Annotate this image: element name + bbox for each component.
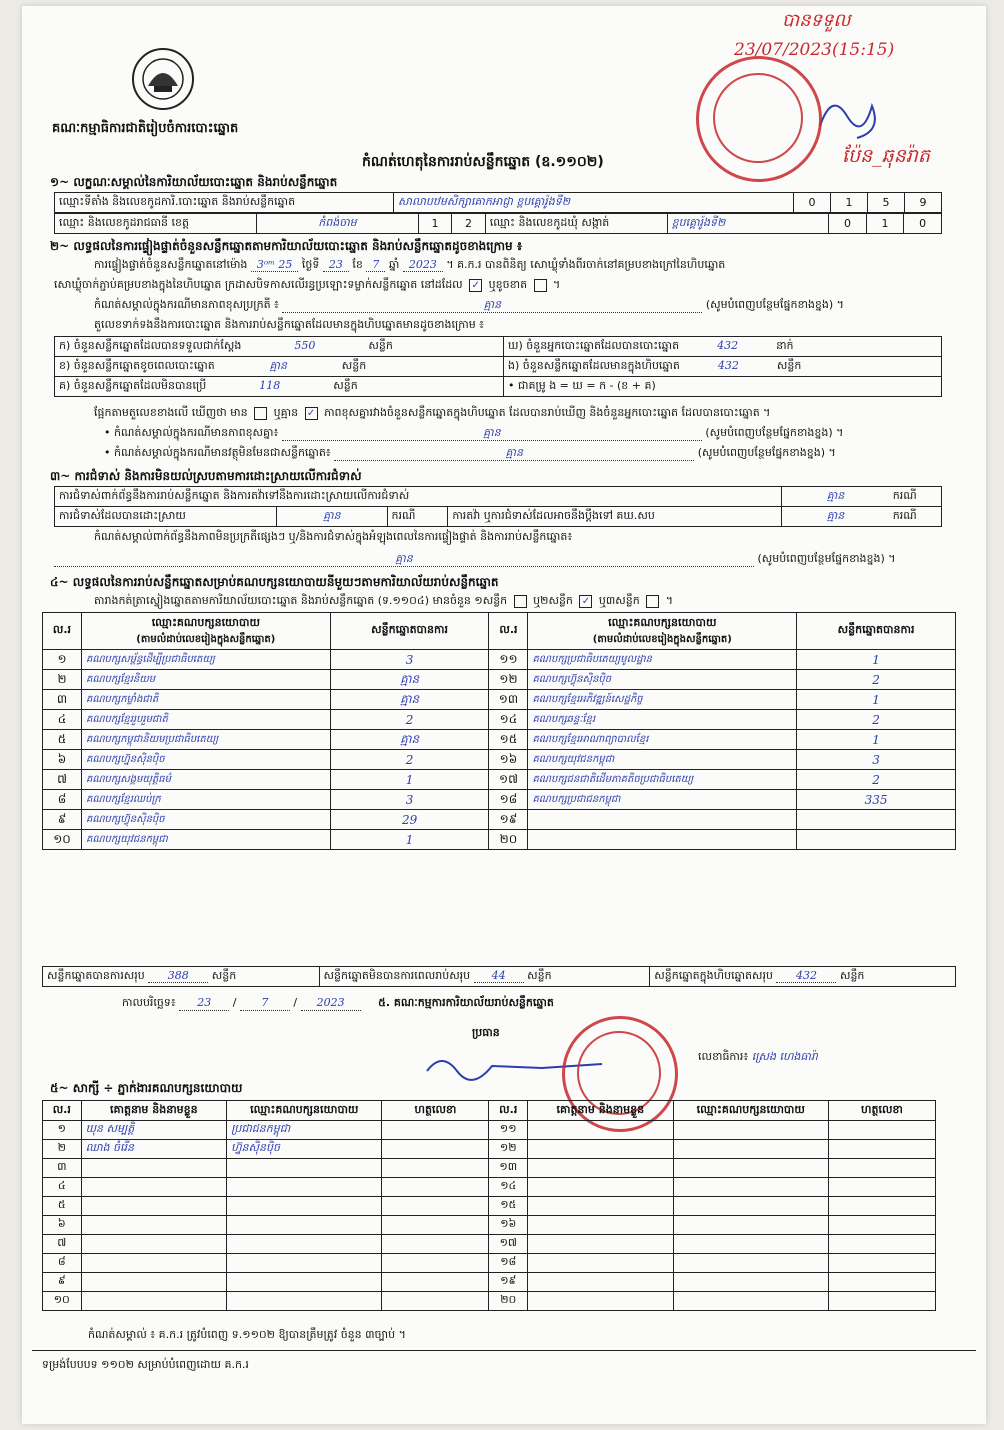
party-name: គណបក្សជនជាតិដើមភាគតិចប្រជាធិបតេយ្យ: [528, 770, 797, 790]
irregular-note-value: គ្មាន: [483, 298, 502, 311]
irregular-note: [94, 298, 964, 313]
formula: • ជាគម្រូ ង = ឃ = ក - (ខ + គ): [504, 377, 942, 397]
party-votes: 2: [797, 710, 956, 730]
results-table: [42, 612, 956, 850]
table-row: [43, 1292, 936, 1311]
witness-party: [227, 1216, 382, 1235]
witness-signature: [382, 1140, 489, 1159]
witness-signature: [382, 1235, 489, 1254]
witness-party: [673, 1216, 828, 1235]
party-votes: 3: [330, 650, 489, 670]
party-votes: 1: [330, 770, 489, 790]
party-votes: 1: [330, 830, 489, 850]
party-no: ១៨: [489, 790, 528, 810]
bullet-foreign-object: • កំណត់សម្គាល់ក្នុងករណីមានវត្ថុមិនមែនជាសន្លឹកឆ្នោត៖ គ្មាន (សូមបំពេញបន្ថែមផ្នែកខាងខ្នង) ។: [104, 446, 836, 459]
witness-party: [227, 1197, 382, 1216]
witness-name: ឈាង ចំរើន: [81, 1140, 227, 1159]
month-label: ខែ: [352, 258, 363, 271]
table-row: [43, 1140, 936, 1159]
witness-no: ១២: [489, 1140, 528, 1159]
party-votes: 2: [797, 770, 956, 790]
witness-party: [673, 1197, 828, 1216]
witness-no: ១៨: [489, 1254, 528, 1273]
location-code-digit: 9: [905, 193, 942, 213]
location-table: [54, 192, 942, 213]
party-name: គណបក្សខ្មែរអាណាព្យាបាលខ្មែរ: [528, 730, 797, 750]
witness-party: [673, 1235, 828, 1254]
report-date: កាលបរិច្ឆេទ៖ 23 / 7 / 2023 ៥. គណៈកម្មការការិយាល័យរាប់សន្លឹកឆ្នោត: [122, 996, 554, 1009]
witness-party: [673, 1121, 828, 1140]
commune-code-digit: 0: [829, 214, 867, 234]
party-name: គណបក្សយុវជនកម្ពុជា: [81, 830, 330, 850]
party-votes: [797, 830, 956, 850]
witness-signature: [828, 1159, 935, 1178]
section3-note-value: គ្មាន: [395, 552, 413, 565]
witness-party: [673, 1159, 828, 1178]
party-no: ១៧: [489, 770, 528, 790]
total-box: សន្លឹកឆ្នោតក្នុងហិបឆ្នោតសរុប 432 សន្លឹក: [650, 967, 956, 987]
day-label: ថ្ងៃទី: [301, 258, 320, 271]
witness-party: [673, 1254, 828, 1273]
figure-c: គ) ចំនួនសន្លឹកឆ្នោតដែលមិនបានប្រើ 118 សន្លឹក: [55, 377, 504, 397]
party-no: ១៤: [489, 710, 528, 730]
party-name: គណបក្សប្រជាជនកម្ពុជា: [528, 790, 797, 810]
witness-name: [528, 1197, 674, 1216]
party-no: ១០: [43, 830, 82, 850]
witness-party: [227, 1159, 382, 1178]
section4-heading: ៤~ លទ្ធផលនៃការរាប់សន្លឹកឆ្នោតសម្រាប់គណបក្សនយោបាយនីមួយៗតាមការិយាល័យរាប់សន្លឹកឆ្នោត: [50, 575, 499, 589]
witness-signature: [828, 1178, 935, 1197]
inspection-time-label: ការផ្ទៀងផ្ទាត់ចំនួនសន្លឹកឆ្នោតនៅម៉ោង: [94, 258, 248, 271]
party-votes: គ្មាន: [330, 690, 489, 710]
president-label: ប្រធាន: [472, 1026, 500, 1039]
witness-name: [81, 1216, 227, 1235]
party-votes: 1: [797, 730, 956, 750]
witness-name: [528, 1254, 674, 1273]
table-row: [43, 1254, 936, 1273]
bullet-foreign-value: គ្មាន: [505, 446, 523, 459]
location-code-digit: 5: [868, 193, 905, 213]
appeal-label: ការតវ៉ា ឬការជំទាស់ដែលអាចនឹងប្តឹងទៅ គឃ.សប: [448, 507, 782, 527]
figure-b: ខ) ចំនួនសន្លឹកឆ្នោតខូចពេលបោះឆ្នោត គ្មាន សន្លឹក: [55, 357, 504, 377]
table-row: [43, 650, 956, 670]
party-no: ៨: [43, 790, 82, 810]
witness-no: ៩: [43, 1273, 82, 1292]
witness-signature: [382, 1273, 489, 1292]
party-no: ៣: [43, 690, 82, 710]
col-party: ឈ្មោះគណបក្សនយោបាយ (តាមលំដាប់លេខរៀងក្នុងសន្លឹកឆ្នោត): [528, 613, 797, 650]
inspection-line2: សោឃ្លុំចាក់ភ្ជាប់គម្របខាងក្នុងនៃហិបឆ្នោត ក្រដាសបិទកាសលើរន្ធប្រឡោះទម្លាក់សន្លឹកឆ្នោត នៅដដែល ✓ ឬខូចខាត ។: [54, 278, 561, 291]
witness-no: ១៩: [489, 1273, 528, 1292]
footnote: កំណត់សម្គាល់ ៖ គ.ក.រ ត្រូវបំពេញ ទ.១១០២ ឱ្យបានត្រឹមត្រូវ ចំនួន ៣ច្បាប់ ។: [88, 1328, 406, 1341]
party-name: [528, 830, 797, 850]
totals-table: [42, 966, 956, 987]
party-no: ១៦: [489, 750, 528, 770]
witness-no: ១៥: [489, 1197, 528, 1216]
party-votes: 2: [330, 750, 489, 770]
year-label: ឆ្នាំ: [388, 258, 400, 271]
party-no: ៤: [43, 710, 82, 730]
witness-party: ហ្វ៊ុនស៊ិនប៉ិច: [227, 1140, 382, 1159]
commune-code-digit: 0: [904, 214, 942, 234]
table-row: [43, 1159, 936, 1178]
witness-signature: [828, 1140, 935, 1159]
day-value: 23: [323, 258, 349, 272]
col-votes: សន្លឹកឆ្នោតបានការ: [797, 613, 956, 650]
party-name: គណបក្សកម្លាំងជាតិ: [81, 690, 330, 710]
witness-party: [227, 1273, 382, 1292]
figures-intro: តួលេខទាក់ទងនឹងការបោះឆ្នោត និងការរាប់សន្លឹកឆ្នោតដែលមានក្នុងហិបឆ្នោតមានដូចខាងក្រោម ៖: [94, 318, 485, 331]
table-row: [43, 1273, 936, 1292]
table-row: [43, 770, 956, 790]
difference-no-checkbox[interactable]: ✓: [305, 407, 318, 420]
table-row: [43, 1178, 936, 1197]
inspection-line2-text: សោឃ្លុំចាក់ភ្ជាប់គម្របខាងក្នុងនៃហិបឆ្នោត ក្រដាសបិទកាសលើរន្ធប្រឡោះទម្លាក់សន្លឹកឆ្នោត នៅដដែល: [54, 278, 463, 291]
location-value: សាលាបឋមសិក្សាគោកអាជ្ញា ខ្ពបគ្គោរ៉ូងទី២: [394, 193, 794, 213]
witness-name: [81, 1273, 227, 1292]
party-name: គណបក្សប្រជាធិបតេយ្យមូលដ្ឋាន: [528, 650, 797, 670]
bullet-difference-value: គ្មាន: [483, 426, 501, 439]
party-name: គណបក្សខ្មែររួបរួមជាតិ: [81, 710, 330, 730]
received-datetime: 23/07/2023(15:15): [734, 40, 895, 60]
section3-note-line: គ្មាន (សូមបំពេញបន្ថែមផ្នែកខាងខ្នង) ។: [54, 552, 944, 567]
party-no: ១២: [489, 670, 528, 690]
figure-d: ឃ) ចំនួនអ្នកបោះឆ្នោតដែលបានបោះឆ្នោត 432 នាក់: [504, 337, 942, 357]
col-party: ឈ្មោះគណបក្សនយោបាយ (តាមលំដាប់លេខរៀងក្នុងសន្លឹកឆ្នោត): [81, 613, 330, 650]
witness-no: ៥: [43, 1197, 82, 1216]
tally-sheets: តារាងកត់ត្រាស្នៀងឆ្នោតតាមការិយាល័យបោះឆ្នោត និងរាប់សន្លឹកឆ្នោត (ទ.១១០៤) មានចំនួន ១សន្លឹក ឬ២សន្លឹក ✓ ឬ៣សន្លឹក ។: [94, 594, 673, 607]
table-row: [43, 1235, 936, 1254]
bullet-difference: • កំណត់សម្គាល់ក្នុងករណីមានភាពខុសគ្នា៖ គ្មាន (សូមបំពេញបន្ថែមផ្នែកខាងខ្នង) ។: [104, 426, 844, 439]
witness-name: [81, 1292, 227, 1311]
witness-signature: [828, 1216, 935, 1235]
table-row: [43, 1121, 936, 1140]
divider: [32, 1350, 976, 1351]
province-label: ឈ្មោះ និងលេខកូដរាជធានី ខេត្ត: [55, 214, 257, 234]
province-table: [54, 213, 942, 234]
witness-signature: [828, 1121, 935, 1140]
witness-name: [528, 1159, 674, 1178]
difference-line: ផ្អែកតាមតួលេខខាងលើ ឃើញថា មាន ឬគ្មាន ✓ ភាពខុសគ្នារវាងចំនួនសន្លឹកឆ្នោតក្នុងហិបឆ្នោត ដែលបានរាប់ឃើញ និងចំនួនអ្នកបោះឆ្នោត ដែលបានបោះឆ្នោត ។: [94, 406, 771, 419]
table-row: [43, 750, 956, 770]
complaints-value: គ្មាន: [782, 487, 889, 507]
total-box-value: 432: [776, 969, 836, 983]
witness-signature: [828, 1235, 935, 1254]
party-votes: គ្មាន: [330, 670, 489, 690]
party-votes: 1: [797, 690, 956, 710]
resolved-label: ការជំទាស់ដែលបានដោះស្រាយ: [55, 507, 277, 527]
complaints-label: ការជំទាស់ពាក់ព័ន្ធនឹងការរាប់សន្លឹកឆ្នោត និងការតវ៉ាទៅនឹងការដោះស្រាយលើការជំទាស់: [55, 487, 782, 507]
witness-party: [673, 1292, 828, 1311]
witness-signature: [382, 1254, 489, 1273]
party-no: ១៩: [489, 810, 528, 830]
ballot-count-report-page: [22, 6, 986, 1424]
figure-d-value: 432: [717, 338, 739, 352]
party-name: គណបក្សសម្ព័ន្ធដើម្បីប្រជាធិបតេយ្យ: [81, 650, 330, 670]
province-value: កំពង់ចាម: [257, 214, 419, 234]
resolved-value: គ្មាន: [277, 507, 387, 527]
commune-label: ឈ្មោះ និងលេខកូដឃុំ សង្កាត់: [485, 214, 667, 234]
total-invalid-value: 44: [474, 969, 524, 983]
appeal-value: គ្មាន: [782, 507, 889, 527]
witness-name: [81, 1197, 227, 1216]
section1-heading: ១~ លក្ខណៈសម្គាល់នៃការិយាល័យបោះឆ្នោត និងរាប់សន្លឹកឆ្នោត: [50, 175, 338, 189]
party-votes: 335: [797, 790, 956, 810]
witness-no: ១: [43, 1121, 82, 1140]
party-name: គណបក្សខ្មែរឈប់ក្រ: [81, 790, 330, 810]
tally-3-checkbox[interactable]: [646, 595, 659, 608]
table-row: [43, 710, 956, 730]
figure-e: ង) ចំនួនសន្លឹកឆ្នោតដែលមានក្នុងហិបឆ្នោត 432 សន្លឹក: [504, 357, 942, 377]
witness-no: ១៣: [489, 1159, 528, 1178]
witness-party: [227, 1254, 382, 1273]
secretary-value: ស្រេង ហេងធារ៉ា: [751, 1050, 818, 1063]
party-name: គណបក្សហ្វ៊ុនស៊ិនប៉ិច: [81, 750, 330, 770]
party-name: គណបក្សខ្មែរនិយម: [81, 670, 330, 690]
table-row: [43, 1216, 936, 1235]
party-name: គណបក្សហ៊្វុនស៊ិនប៉ិច: [528, 670, 797, 690]
province-code-digit: 1: [418, 214, 452, 234]
difference-yes-checkbox[interactable]: [254, 407, 267, 420]
col-no: ល.រ: [489, 613, 528, 650]
witness-name: ឃុន សម្បត្តិ: [81, 1121, 227, 1140]
col-votes: សន្លឹកឆ្នោតបានការ: [330, 613, 489, 650]
witness-signature: [828, 1273, 935, 1292]
received-label: បានទទួល: [782, 10, 851, 31]
witness-signature: [382, 1292, 489, 1311]
location-code-digit: 0: [794, 193, 831, 213]
table-row: [43, 830, 956, 850]
figures-table: [54, 336, 942, 397]
witness-no: ១៤: [489, 1178, 528, 1197]
table-row: [43, 810, 956, 830]
party-votes: 2: [797, 670, 956, 690]
table-row: [43, 1197, 936, 1216]
witness-name: [528, 1140, 674, 1159]
party-name: គណបក្សហ៊្វុនស៊ិនប៉ិច: [81, 810, 330, 830]
party-no: ១: [43, 650, 82, 670]
party-no: ៦: [43, 750, 82, 770]
witness-no: ៧: [43, 1235, 82, 1254]
witness-name: [81, 1235, 227, 1254]
commune-code-digit: 1: [866, 214, 904, 234]
party-name: គណបក្សខ្មែរអភិវឌ្ឍន៍សេដ្ឋកិច្ច: [528, 690, 797, 710]
party-votes: គ្មាន: [330, 730, 489, 750]
figure-a: ក) ចំនួនសន្លឹកឆ្នោតដែលបានទទួលជាក់ស្តែង 550 សន្លឹក: [55, 337, 504, 357]
party-name: គណបក្សសង្គមយុត្តិធម៌: [81, 770, 330, 790]
witness-signature: [382, 1197, 489, 1216]
table-row: [43, 690, 956, 710]
section5-heading: ៥~ សាក្សី ÷ ភ្នាក់ងារគណបក្សនយោបាយ: [50, 1081, 243, 1095]
total-valid: សន្លឹកឆ្នោតបានការសរុប 388 សន្លឹក: [43, 967, 320, 987]
witness-party: ប្រជាជនកម្ពុជា: [227, 1121, 382, 1140]
witness-no: ១០: [43, 1292, 82, 1311]
section2-heading: ២~ លទ្ធផលនៃការផ្ទៀងផ្ទាត់ចំនួនសន្លឹកឆ្នោតតាមការិយាល័យបោះឆ្នោត និងរាប់សន្លឹកឆ្នោតដូចខាងក្រោម ៖: [50, 239, 523, 253]
col-no: ល.រ: [43, 613, 82, 650]
commune-value: ខ្ពបគ្គោរ៉ូងទី២: [667, 214, 829, 234]
received-signer: ប៉ែន_ឆុនរ៉ាត: [842, 145, 930, 167]
received-signature: [812, 86, 892, 150]
party-no: ២០: [489, 830, 528, 850]
witness-signature: [382, 1121, 489, 1140]
witness-name: [528, 1273, 674, 1292]
complaints-table: ការជំទាស់ពាក់ព័ន្ធនឹងការរាប់សន្លឹកឆ្នោត និងការតវ៉ាទៅនឹងការដោះស្រាយលើការជំទាស់ គ្មាន ករណី ការជំទាស់ដែលបានដោះស្រាយ គ្មាន ករណី ការតវ៉ា ឬការជំទាស់ដែលអាចនឹងប្តឹងទៅ គឃ.សប គ្មាន ករណី: [54, 486, 942, 527]
party-votes: 2: [330, 710, 489, 730]
tally-1-checkbox[interactable]: [514, 595, 527, 608]
party-no: ១៥: [489, 730, 528, 750]
witness-party: [227, 1178, 382, 1197]
witness-name: [81, 1159, 227, 1178]
figure-c-value: 118: [259, 378, 281, 392]
witness-no: ៨: [43, 1254, 82, 1273]
party-no: ២: [43, 670, 82, 690]
witness-name: [528, 1216, 674, 1235]
tally-2-checkbox[interactable]: ✓: [579, 595, 592, 608]
intact-checkbox[interactable]: ✓: [469, 279, 482, 292]
witness-no: ១៦: [489, 1216, 528, 1235]
damaged-checkbox[interactable]: [534, 279, 547, 292]
witness-name: [528, 1178, 674, 1197]
witness-signature: [828, 1292, 935, 1311]
figure-b-value: គ្មាន: [269, 358, 287, 372]
witness-no: ៤: [43, 1178, 82, 1197]
party-no: ១១: [489, 650, 528, 670]
table-row: [43, 730, 956, 750]
total-invalid: សន្លឹកឆ្នោតមិនបានការពេលរាប់សរុប 44 សន្លឹក: [319, 967, 650, 987]
irregular-note-hint: (សូមបំពេញបន្ថែមផ្នែកខាងខ្នង) ។: [705, 298, 844, 311]
total-valid-value: 388: [148, 969, 208, 983]
witness-party: [673, 1178, 828, 1197]
witness-no: ១១: [489, 1121, 528, 1140]
witness-no: ១៧: [489, 1235, 528, 1254]
party-votes: 1: [797, 650, 956, 670]
party-no: ៥: [43, 730, 82, 750]
form-note: ទម្រង់បែបបទ ១១០២ សម្រាប់បំពេញដោយ គ.ក.រ: [42, 1358, 249, 1371]
witness-name: [528, 1292, 674, 1311]
witness-name: [81, 1254, 227, 1273]
location-label: ឈ្មោះទីតាំង និងលេខកូដការិ.បោះឆ្នោត និងរាប់សន្លឹកឆ្នោត: [55, 193, 394, 213]
inspection-time-value: 3ᵒᵐ 25: [251, 258, 298, 272]
nec-logo: [130, 46, 196, 112]
figure-e-value: 432: [717, 358, 739, 372]
witness-no: ៣: [43, 1159, 82, 1178]
irregular-note-label: កំណត់សម្គាល់ក្នុងករណីមានភាពខុសប្រក្រតី ៖: [94, 298, 279, 311]
party-votes: 3: [797, 750, 956, 770]
witness-signature: [382, 1159, 489, 1178]
figure-a-value: 550: [294, 338, 316, 352]
party-no: ១៣: [489, 690, 528, 710]
doc-title: កំណត់ហេតុនៃការរាប់សន្លឹកឆ្នោត (ឧ.១១០២): [362, 154, 604, 170]
party-votes: 3: [330, 790, 489, 810]
witness-party: [227, 1292, 382, 1311]
damaged-label: ឬខូចខាត: [488, 278, 528, 291]
witness-no: ២០: [489, 1292, 528, 1311]
province-code-digit: 2: [452, 214, 486, 234]
witness-no: ២: [43, 1140, 82, 1159]
inspection-line1-rest: ។ គ.ក.រ បានពិនិត្យ សោឃ្លុំទាំងពីរចាក់នៅគម្របខាងក្រៅនៃហិបឆ្នោត: [446, 258, 726, 271]
witness-no: ៦: [43, 1216, 82, 1235]
party-name: គណបក្សយុវជនកម្ពុជា: [528, 750, 797, 770]
witness-party: [227, 1235, 382, 1254]
witness-signature: [382, 1216, 489, 1235]
witness-signature: [828, 1254, 935, 1273]
org-name: គណៈកម្មាធិការជាតិរៀបចំការបោះឆ្នោត: [52, 121, 239, 136]
witness-name: [81, 1178, 227, 1197]
witness-table: ល.រ គោត្តនាម និងនាមខ្លួន ឈ្មោះគណបក្សនយោបាយ ហត្ថលេខា ល.រ គោត្តនាម និងនាមខ្លួន ឈ្មោះគណបក្សនយោបាយ ហត្ថលេខា ១ ឃុន សម្បត្តិ ប្រជាជនកម្ពុជា ១១ ២ ឈាង ចំរើន ហ្វ៊ុនស៊ិនប៉ិច ១២ ៣ ១៣ ៤ ១៤ ៥ ១៥ ៦ ១៦ ៧ ១៧ ៨ ១៨ ៩ ១៩ ១០ ២០: [42, 1100, 936, 1311]
secretary: លេខាធិការ៖ ស្រេង ហេងធារ៉ា: [698, 1050, 818, 1063]
table-row: [43, 670, 956, 690]
party-votes: [797, 810, 956, 830]
witness-party: [673, 1140, 828, 1159]
inspection-line1: [94, 258, 725, 272]
section3-heading: ៣~ ការជំទាស់ និងការមិនយល់ស្របតាមការដោះស្រាយលើការជំទាស់: [50, 469, 362, 483]
section3-note: កំណត់សម្គាល់ពាក់ព័ន្ធនឹងភាពមិនប្រក្រតីផ្សេងៗ ឬ/និងការជំទាស់ក្នុងអំឡុងពេលនៃការផ្ទៀងផ្ទាត់ និងការរាប់សន្លឹកឆ្នោត៖: [94, 530, 573, 543]
year-value: 2023: [403, 258, 443, 272]
party-name: គណបក្សឆន្ទៈខ្មែរ: [528, 710, 797, 730]
witness-name: [528, 1235, 674, 1254]
party-no: ៩: [43, 810, 82, 830]
party-name: គណបក្សកម្ពុជានិយមប្រជាធិបតេយ្យ: [81, 730, 330, 750]
party-votes: 29: [330, 810, 489, 830]
month-value: 7: [366, 258, 385, 272]
witness-name: [528, 1121, 674, 1140]
official-stamp-top: [696, 56, 822, 182]
location-code-digit: 1: [831, 193, 868, 213]
committee-title: ៥. គណៈកម្មការការិយាល័យរាប់សន្លឹកឆ្នោត: [378, 996, 554, 1009]
party-name: [528, 810, 797, 830]
party-no: ៧: [43, 770, 82, 790]
witness-signature: [828, 1197, 935, 1216]
witness-party: [673, 1273, 828, 1292]
table-row: [43, 790, 956, 810]
witness-signature: [382, 1178, 489, 1197]
